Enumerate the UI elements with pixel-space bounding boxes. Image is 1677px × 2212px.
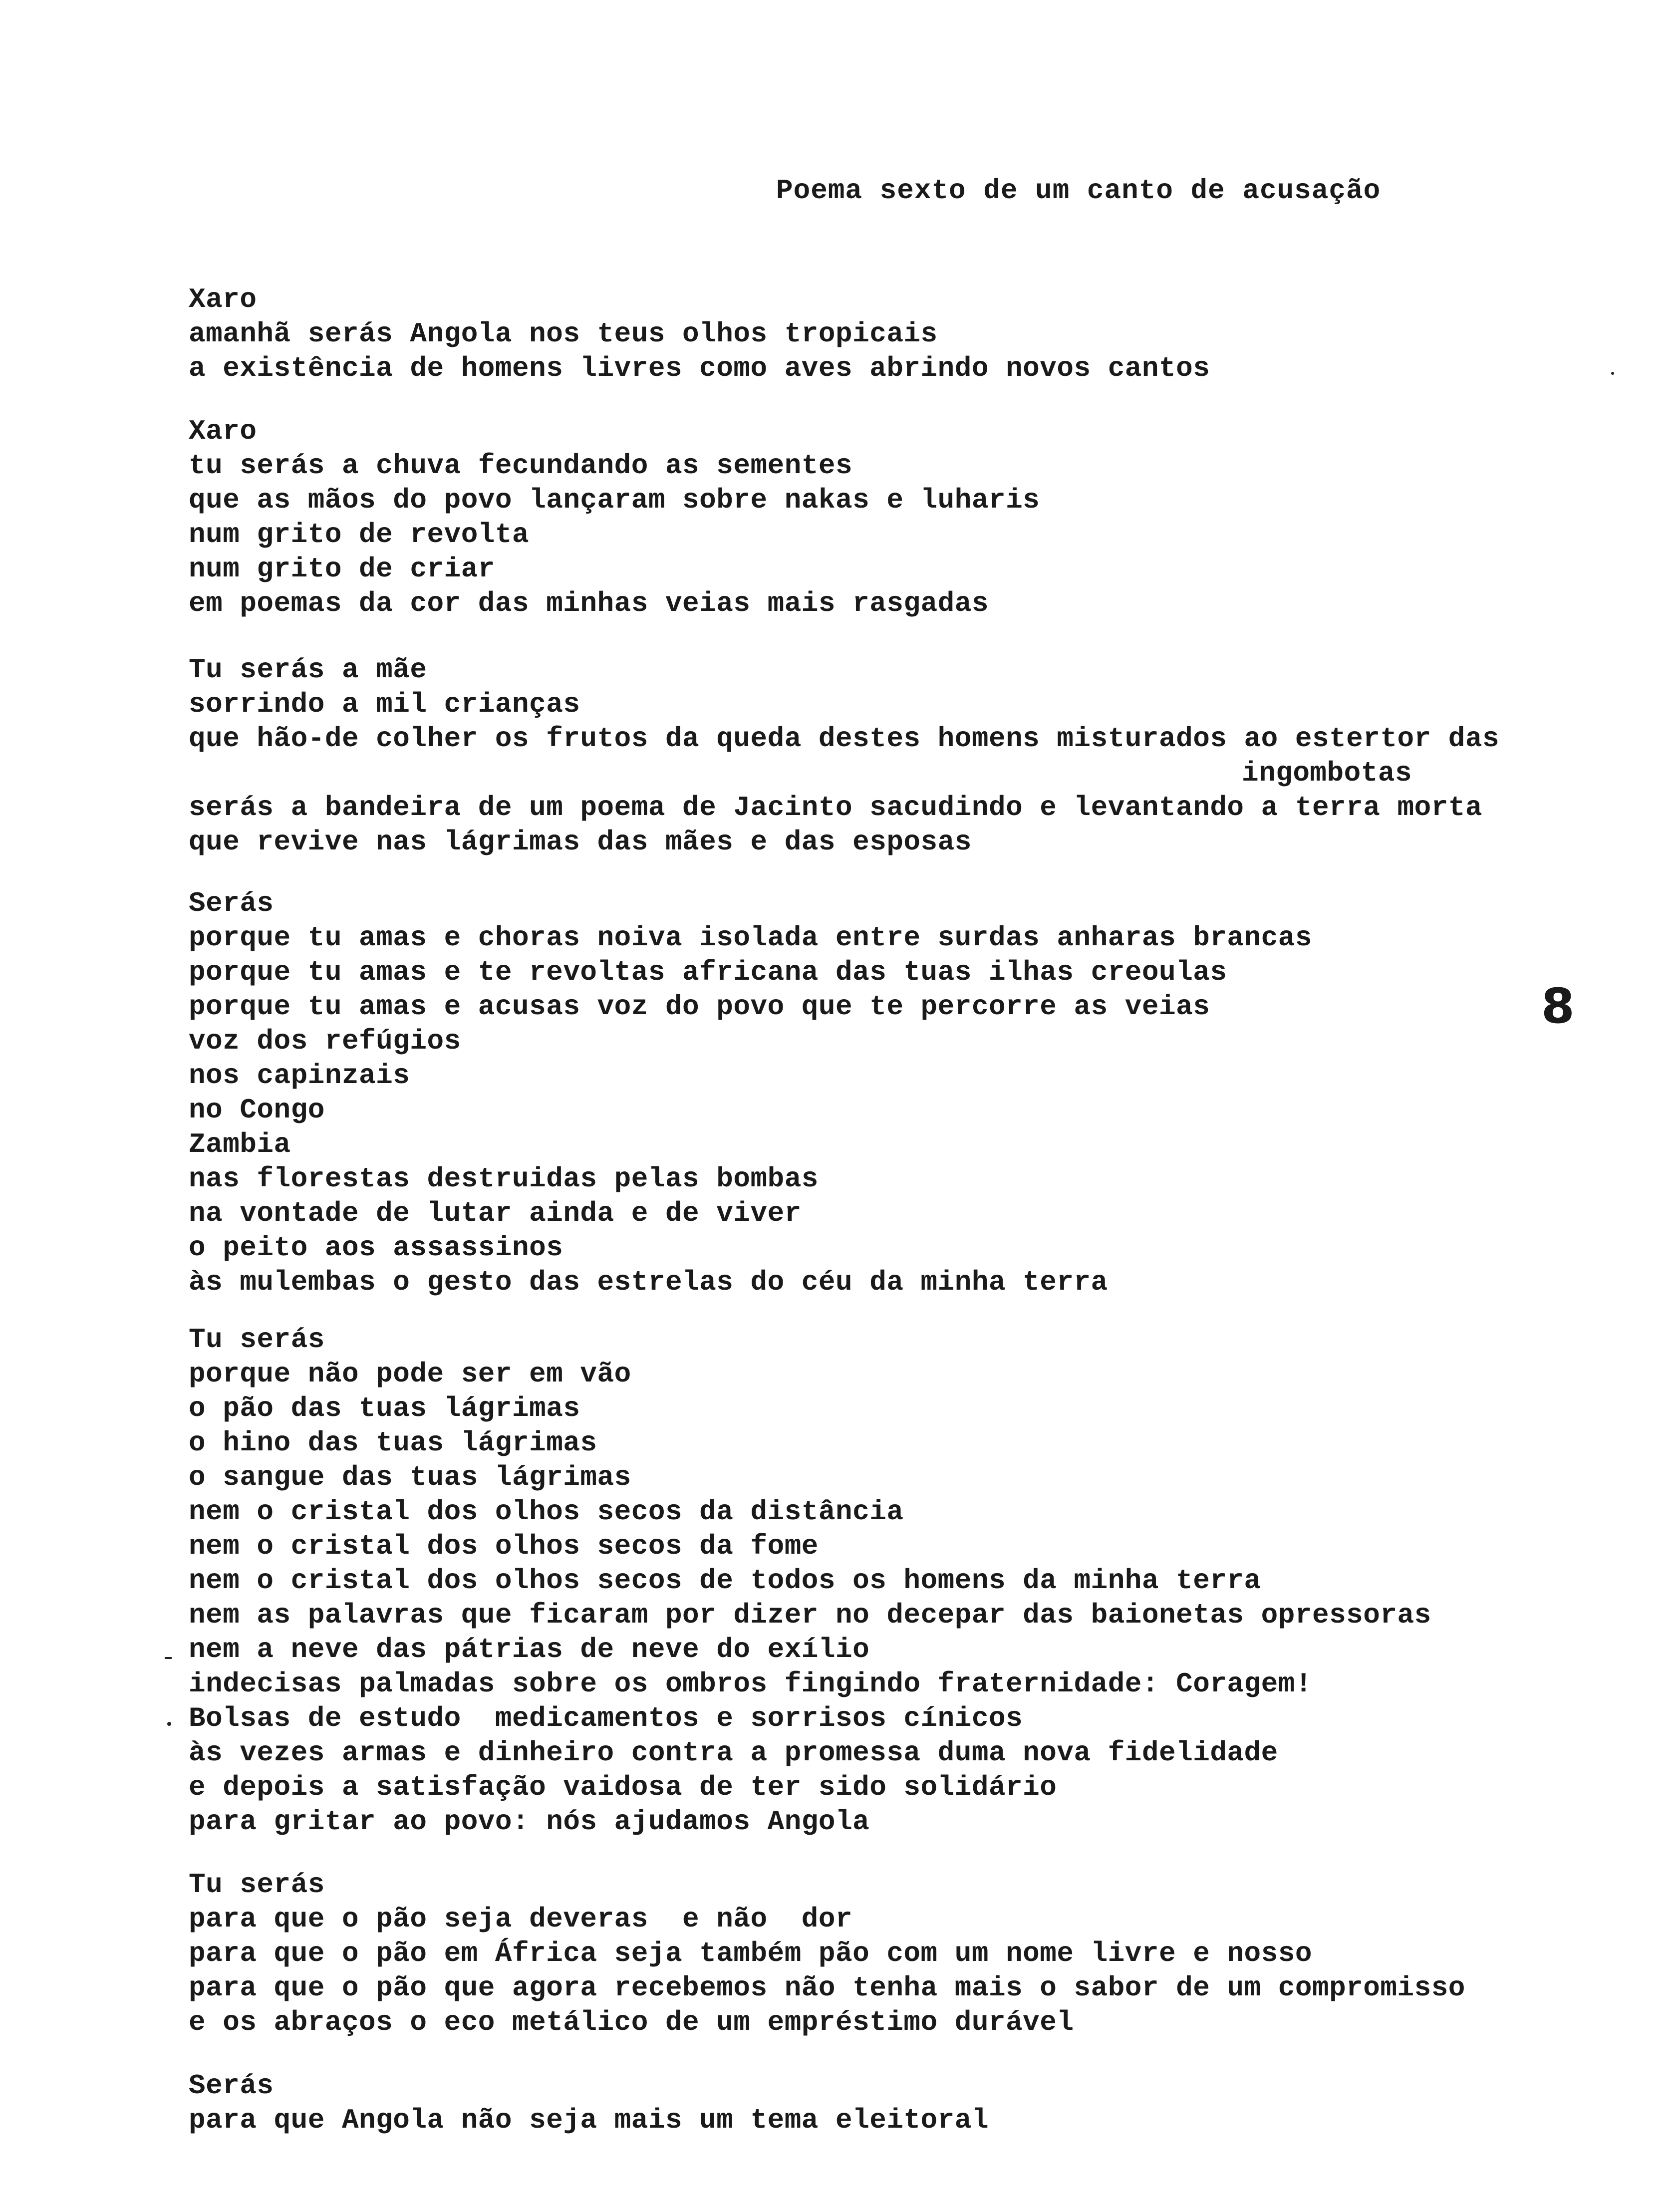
poem-line: para que Angola não seja mais um tema eleitoral <box>189 2104 989 2136</box>
poem-line: amanhã serás Angola nos teus olhos tropicais <box>189 318 938 350</box>
poem-line: Tu serás a mãe <box>189 654 427 686</box>
poem-line: o pão das tuas lágrimas <box>189 1392 580 1424</box>
page-number: 8 <box>1541 978 1575 1034</box>
poem-line: no Congo <box>189 1094 325 1126</box>
poem-line: na vontade de lutar ainda e de viver <box>189 1197 802 1229</box>
margin-mark <box>167 1722 171 1726</box>
poem-line: tu serás a chuva fecundando as sementes <box>189 450 853 482</box>
poem-title: Poema sexto de um canto de acusação <box>776 175 1381 207</box>
poem-line: em poemas da cor das minhas veias mais rasgadas <box>189 587 989 619</box>
poem-line: Zambia <box>189 1128 291 1160</box>
poem-line: Tu serás <box>189 1869 325 1901</box>
poem-line: Xaro <box>189 283 257 315</box>
poem-line: que hão-de colher os frutos da queda destes homens misturados ao estertor das <box>189 723 1500 755</box>
poem-line: nas florestas destruidas pelas bombas <box>189 1163 819 1195</box>
poem-line: às vezes armas e dinheiro contra a promessa duma nova fidelidade <box>189 1737 1278 1769</box>
stanza-3 <box>189 653 1499 859</box>
poem-line: Bolsas de estudo medicamentos e sorrisos cínicos <box>189 1702 1023 1734</box>
poem-line: Xaro <box>189 415 257 447</box>
poem-line: nem as palavras que ficaram por dizer no decepar das baionetas opressoras <box>189 1599 1431 1631</box>
poem-line: porque não pode ser em vão <box>189 1358 631 1390</box>
poem-line: às mulembas o gesto das estrelas do céu da minha terra <box>189 1266 1108 1298</box>
poem-line: indecisas palmadas sobre os ombros fingindo fraternidade: Coragem! <box>189 1668 1312 1700</box>
poem-line: porque tu amas e acusas voz do povo que te percorre as veias <box>189 991 1210 1023</box>
poem-line: nem a neve das pátrias de neve do exílio <box>189 1634 870 1665</box>
poem-line: nem o cristal dos olhos secos de todos os homens da minha terra <box>189 1565 1261 1597</box>
poem-line: para que o pão em África seja também pão com um nome livre e nosso <box>189 1937 1312 1969</box>
poem-line: sorrindo a mil crianças <box>189 688 580 720</box>
poem-line: nem o cristal dos olhos secos da fome <box>189 1530 819 1562</box>
stanza-7 <box>189 2069 989 2138</box>
poem-line: e depois a satisfação vaidosa de ter sido solidário <box>189 1771 1057 1803</box>
poem-line: a existência de homens livres como aves abrindo novos cantos <box>189 352 1210 384</box>
stanza-4 <box>189 886 1312 1300</box>
poem-line: porque tu amas e te revoltas africana das tuas ilhas creoulas <box>189 956 1227 988</box>
poem-line: que as mãos do povo lançaram sobre nakas e luharis <box>189 484 1040 516</box>
poem-line-continuation: ingombotas <box>1242 757 1412 789</box>
poem-line: voz dos refúgios <box>189 1025 461 1057</box>
poem-line: o peito aos assassinos <box>189 1232 563 1264</box>
poem-line: num grito de revolta <box>189 519 530 551</box>
stanza-2 <box>189 414 1040 621</box>
poem-line: o hino das tuas lágrimas <box>189 1427 597 1459</box>
poem-line: para gritar ao povo: nós ajudamos Angola <box>189 1806 870 1838</box>
poem-line: nem o cristal dos olhos secos da distância <box>189 1496 904 1528</box>
stanza-1 <box>189 282 1210 386</box>
poem-line: Serás <box>189 2070 274 2102</box>
poem-line: o sangue das tuas lágrimas <box>189 1461 631 1493</box>
poem-line: num grito de criar <box>189 553 495 585</box>
poem-line: Tu serás <box>189 1324 325 1356</box>
poem-line: para que o pão que agora recebemos não tenha mais o sabor de um compromisso <box>189 1972 1465 2004</box>
poem-line: serás a bandeira de um poema de Jacinto sacudindo e levantando a terra morta <box>189 792 1483 824</box>
stanza-6 <box>189 1868 1465 2040</box>
poem-line: Serás <box>189 887 274 919</box>
ink-speck <box>1611 372 1614 375</box>
stanza-5 <box>189 1323 1431 1839</box>
poem-line: porque tu amas e choras noiva isolada entre surdas anharas brancas <box>189 922 1312 954</box>
poem-line: nos capinzais <box>189 1060 410 1092</box>
poem-line: para que o pão seja deveras e não dor <box>189 1903 853 1935</box>
poem-line: que revive nas lágrimas das mães e das esposas <box>189 826 972 858</box>
margin-mark <box>165 1657 172 1659</box>
poem-line: e os abraços o eco metálico de um empréstimo durável <box>189 2006 1074 2038</box>
